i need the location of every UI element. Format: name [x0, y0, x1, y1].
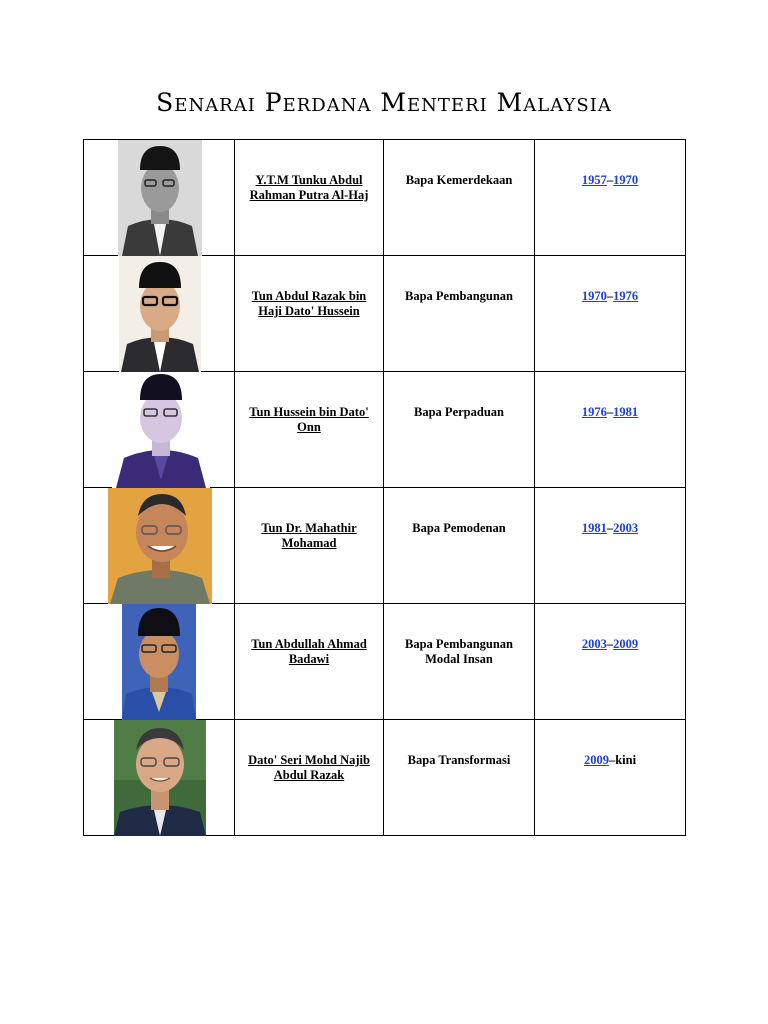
- portrait-photo: [112, 372, 210, 488]
- term-cell: 1981–2003: [535, 488, 686, 604]
- name-cell: [235, 372, 384, 488]
- pm-title: Bapa Perpaduan: [414, 405, 504, 419]
- pm-title: Bapa Pembangunan Modal Insan: [404, 637, 514, 666]
- year-link-start[interactable]: 1957: [581, 173, 607, 187]
- pm-title: Bapa Pemodenan: [412, 521, 506, 535]
- term-cell: 1957–1970: [535, 140, 686, 256]
- pm-title: Bapa Transformasi: [407, 753, 511, 767]
- term-end-text: kini: [615, 753, 637, 767]
- term-cell: 1976–1981: [535, 372, 686, 488]
- name-cell: [235, 720, 384, 836]
- year-link-end[interactable]: 2009: [613, 637, 639, 651]
- title-cell: [384, 604, 535, 720]
- year-link-end[interactable]: 1981: [613, 405, 639, 419]
- photo-cell: [84, 372, 235, 488]
- pm-name[interactable]: Y.T.M Tunku Abdul Rahman Putra Al-Haj: [249, 173, 369, 202]
- portrait-photo: [118, 140, 202, 256]
- term-cell: 2003–2009: [535, 604, 686, 720]
- title-cell: [384, 256, 535, 372]
- year-link-start[interactable]: 2009: [583, 753, 609, 767]
- year-link-start[interactable]: 1976: [581, 405, 607, 419]
- pm-name[interactable]: Tun Hussein bin Dato' Onn: [249, 405, 369, 434]
- photo-cell: [84, 604, 235, 720]
- title-cell: [384, 720, 535, 836]
- table-row: [84, 604, 686, 720]
- year-link-end[interactable]: 1970: [613, 173, 639, 187]
- pm-name[interactable]: Tun Abdullah Ahmad Badawi: [251, 637, 367, 666]
- photo-cell: [84, 720, 235, 836]
- title-cell: [384, 372, 535, 488]
- pm-name[interactable]: Tun Abdul Razak bin Haji Dato' Hussein: [251, 289, 367, 318]
- pm-title: Bapa Pembangunan: [404, 289, 514, 303]
- year-link-start[interactable]: 1970: [581, 289, 607, 303]
- pm-name[interactable]: Dato' Seri Mohd Najib Abdul Razak: [248, 753, 370, 782]
- table-row: [84, 256, 686, 372]
- photo-cell: [84, 140, 235, 256]
- table-row: [84, 720, 686, 836]
- table-row: [84, 140, 686, 256]
- table-row: [84, 488, 686, 604]
- portrait-photo: [114, 720, 206, 836]
- portrait-photo: [122, 604, 196, 720]
- year-link-start[interactable]: 1981: [581, 521, 607, 535]
- term-cell: 2009–kini: [535, 720, 686, 836]
- table-row: [84, 372, 686, 488]
- name-cell: [235, 488, 384, 604]
- title-cell: [384, 140, 535, 256]
- pm-title: Bapa Kemerdekaan: [405, 173, 513, 187]
- year-link-end[interactable]: 2003: [613, 521, 639, 535]
- photo-cell: [84, 488, 235, 604]
- name-cell: [235, 140, 384, 256]
- pm-name[interactable]: Tun Dr. Mahathir Mohamad: [261, 521, 357, 550]
- name-cell: [235, 604, 384, 720]
- name-cell: [235, 256, 384, 372]
- photo-cell: [84, 256, 235, 372]
- title-cell: [384, 488, 535, 604]
- page-title: Senarai Perdana Menteri Malaysia: [156, 88, 612, 117]
- portrait-photo: [108, 488, 212, 604]
- portrait-photo: [119, 256, 201, 372]
- prime-ministers-table: [83, 139, 686, 836]
- term-cell: 1970–1976: [535, 256, 686, 372]
- year-link-end[interactable]: 1976: [613, 289, 639, 303]
- year-link-start[interactable]: 2003: [581, 637, 607, 651]
